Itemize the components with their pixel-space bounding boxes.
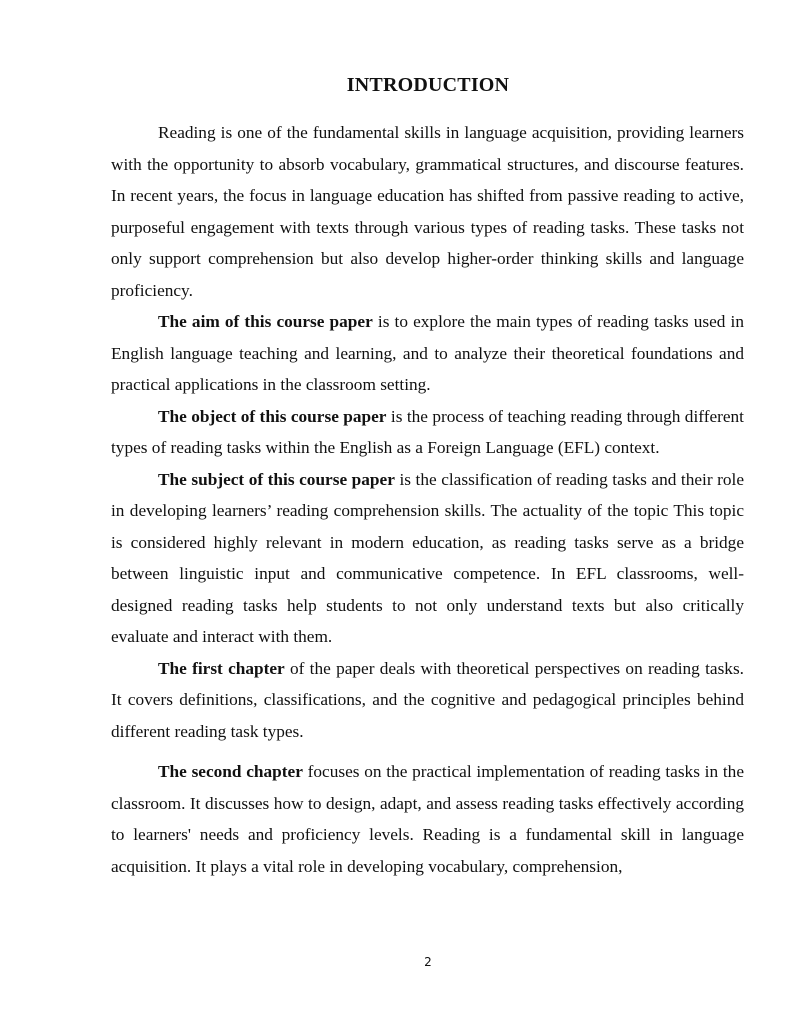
paragraph-lead: The object of this course paper [158, 406, 387, 426]
paragraph-second-chapter [111, 756, 744, 882]
paragraph-intro [111, 117, 744, 306]
paragraph-text: focuses on the practical implementation of reading tasks in the classroom. It discusses how to design, adapt, and assess reading tasks effectively according to learners' needs and proficiency levels. Reading is a fundamental skill in language acquisition. It plays a vital role in developing vocabulary, comprehension, [111, 762, 744, 876]
paragraph-text: is the classification of reading tasks and their role in developing learners’ reading comprehension skills. The actuality of the topic This topic is considered highly relevant in modern education, as reading tasks serve as a bridge between linguistic input and communicative competence. In EFL classrooms, well-designed reading tasks help students to not only understand texts but also critically evaluate and interact with them. [111, 469, 744, 646]
paragraph-lead: The aim of this course paper [158, 312, 373, 331]
paragraph-lead: The first chapter [158, 658, 285, 678]
paragraph-text: Reading is one of the fundamental skills in language acquisition, providing learners with the opportunity to absorb vocabulary, grammatical structures, and discourse features. In recent years, the focus in language education has shifted from passive reading to active, purposeful engagement with texts through various types of reading tasks. These tasks not only support comprehension but also develop higher-order thinking skills and language proficiency. [111, 123, 744, 300]
paragraph-text: is to explore the main types of reading tasks used in English language teaching and learning, and to analyze their theoretical foundations and practical applications in the classroom setting. [111, 312, 744, 394]
paragraph-lead: The subject of this course paper [158, 469, 395, 489]
paragraph-aim [111, 306, 744, 401]
paragraph-text: of the paper deals with theoretical perspectives on reading tasks. It covers definitions, classifications, and the cognitive and pedagogical principles behind different reading task types. [111, 658, 744, 741]
page-number: 2 [424, 955, 432, 969]
paragraph-subject [111, 464, 744, 653]
body-text [111, 117, 744, 882]
page-title: INTRODUCTION [346, 74, 510, 96]
paragraph-text: is the process of teaching reading through different types of reading tasks within the English as a Foreign Language (EFL) context. [111, 406, 744, 457]
paragraph-lead: The second chapter [158, 762, 303, 781]
paragraph-object [111, 401, 744, 464]
paragraph-first-chapter [111, 653, 744, 748]
